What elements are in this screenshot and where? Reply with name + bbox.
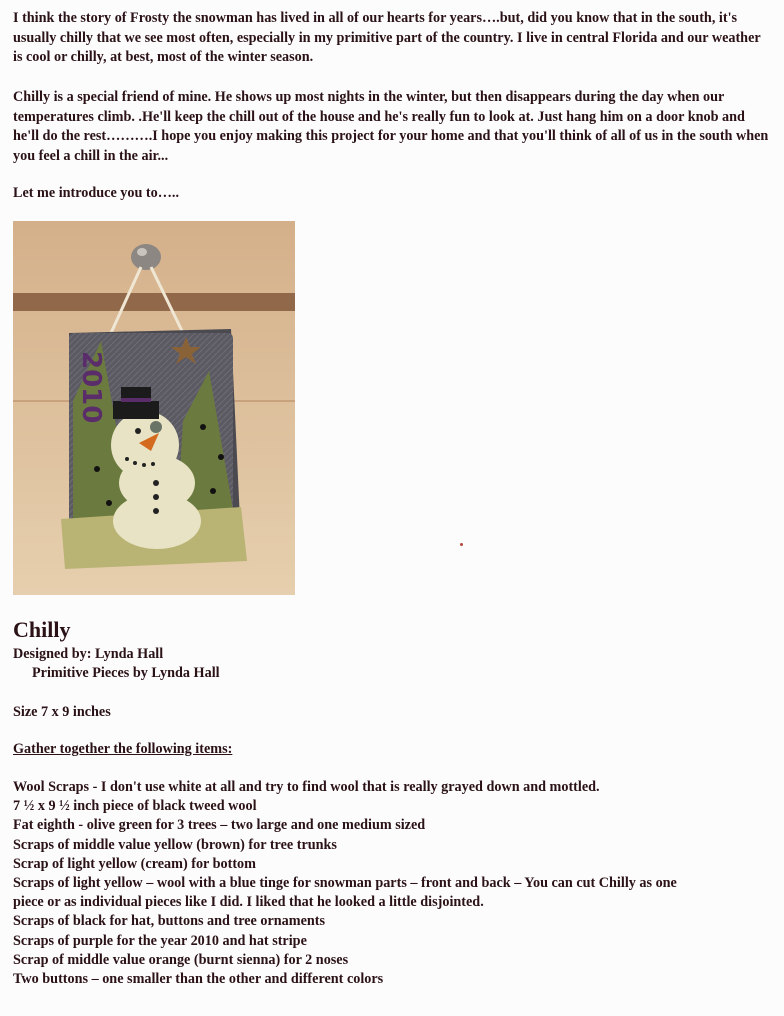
- designer-credit: Designed by: Lynda Hall: [13, 646, 164, 662]
- scan-speck: [460, 543, 463, 546]
- list-item-continuation: piece or as individual pieces like I did. I liked that he looked a little disjointed.: [13, 894, 484, 911]
- button-eye: [150, 421, 162, 433]
- list-item: Two buttons – one smaller than the other and different colors: [13, 971, 384, 988]
- materials-list: [13, 778, 773, 989]
- year-2010-appliqué: 2010: [76, 351, 106, 424]
- intro-paragraph-2: Chilly is a special friend of mine. He shows up most nights in the winter, but then disappears during the day when our temperatures climb. .He'll keep the chill out of the house and he's really fun to look at. Just hang him on a door knob and he'll do the rest……….I hope you enjoy making this project for your home and that you'll think of all of us in the south when you feel a chill in the air...: [13, 89, 769, 164]
- snowman-hat: [113, 401, 159, 419]
- door-knob-icon: [131, 244, 161, 270]
- list-item: 7 ½ x 9 ½ inch piece of black tweed wool: [13, 798, 257, 815]
- list-item: Scraps of middle value yellow (brown) for tree trunks: [13, 836, 337, 853]
- intro-paragraph-3: Let me introduce you to…..: [13, 185, 180, 201]
- list-item: Scrap of light yellow (cream) for bottom: [13, 855, 256, 872]
- pattern-title: Chilly: [13, 617, 71, 642]
- intro-paragraph-1: I think the story of Frosty the snowman has lived in all of our hearts for years….but, did you know that in the south, it's usually chilly that we see most often, especially in my primitive part of the country. I live in central Florida and our weather is cool or chilly, at best, most of the winter season.: [13, 10, 761, 65]
- list-item: Scraps of black for hat, buttons and tree ornaments: [13, 913, 326, 930]
- door-panel-edge: [13, 293, 295, 311]
- pattern-size: Size 7 x 9 inches: [13, 704, 111, 720]
- company-name: Primitive Pieces by Lynda Hall: [32, 665, 220, 681]
- list-item: Wool Scraps - I don't use white at all and try to find wool that is really grayed down and mottled.: [13, 779, 600, 795]
- pillow-ornament: [61, 329, 247, 569]
- list-item: Scraps of light yellow – wool with a blue tinge for snowman parts – front and back – You can cut Chilly as one: [13, 875, 677, 892]
- list-item: Fat eighth - olive green for 3 trees – two large and one medium sized: [13, 817, 426, 834]
- materials-heading: Gather together the following items:: [13, 741, 233, 757]
- chilly-ornament-photo: [13, 221, 295, 595]
- list-item: Scraps of purple for the year 2010 and hat stripe: [13, 932, 307, 949]
- list-item: Scrap of middle value orange (burnt sienna) for 2 noses: [13, 951, 349, 968]
